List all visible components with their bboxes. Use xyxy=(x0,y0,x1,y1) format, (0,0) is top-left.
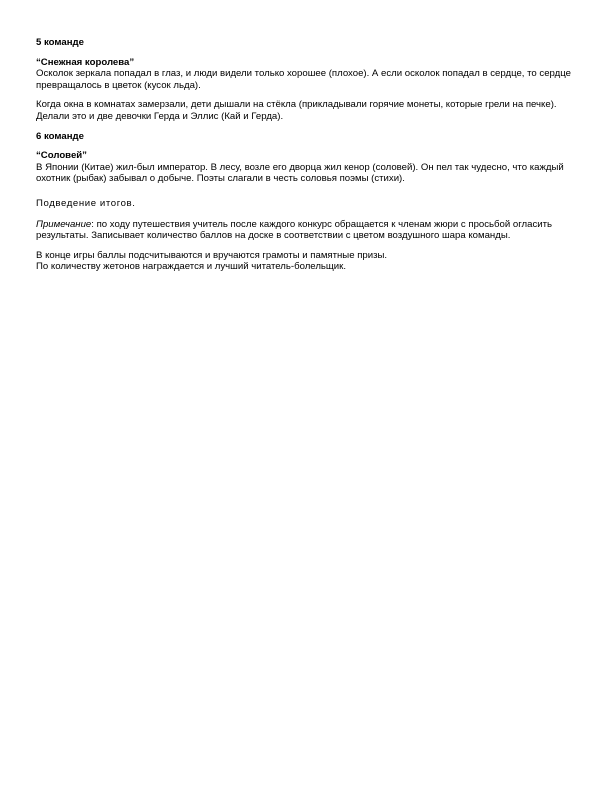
summary-title: Подведение итогов. xyxy=(36,197,136,209)
snow-queen-title: “Снежная королева” xyxy=(36,56,135,68)
note-text: : по ходу путешествия учитель после каждого конкурс обращается к членам жюри с просьбой огласить результаты. Записывает количество баллов на доске в соответствии с цветом воздушного шара команды. xyxy=(36,218,553,242)
final-line-2: По количеству жетонов награждается и лучший читатель-болельщик. xyxy=(36,261,347,273)
section-5-heading: 5 команде xyxy=(36,37,84,48)
document-page xyxy=(36,37,576,273)
section-6-heading: 6 команде xyxy=(36,130,84,142)
snow-queen-paragraph-2: Когда окна в комнатах замерзали, дети дышали на стёкла (прикладывали горячие монеты, которые грели на печке). Делали это и две девочки Герда и Эллис (Кай и Герда). xyxy=(36,99,557,122)
nightingale-paragraph: В Японии (Китае) жил-был император. В лесу, возле его дворца жил кенор (соловей). Он пел так чудесно, что каждый охотник (рыбак) забывал о добыче. Поэты слагали в честь соловья поэмы (стихи). xyxy=(36,161,564,185)
snow-queen-paragraph-1: Осколок зеркала попадал в глаз, и люди видели только хорошее (плохое). А если осколок попадал в сердце, то сердце превращалось в цветок (кусок льда). xyxy=(36,68,571,91)
summary-note xyxy=(36,219,576,242)
final-line-1: В конце игры баллы подсчитываются и вручаются грамоты и памятные призы. xyxy=(36,249,388,261)
note-label: Примечание xyxy=(36,218,92,230)
nightingale-title: “Соловей” xyxy=(36,150,87,162)
